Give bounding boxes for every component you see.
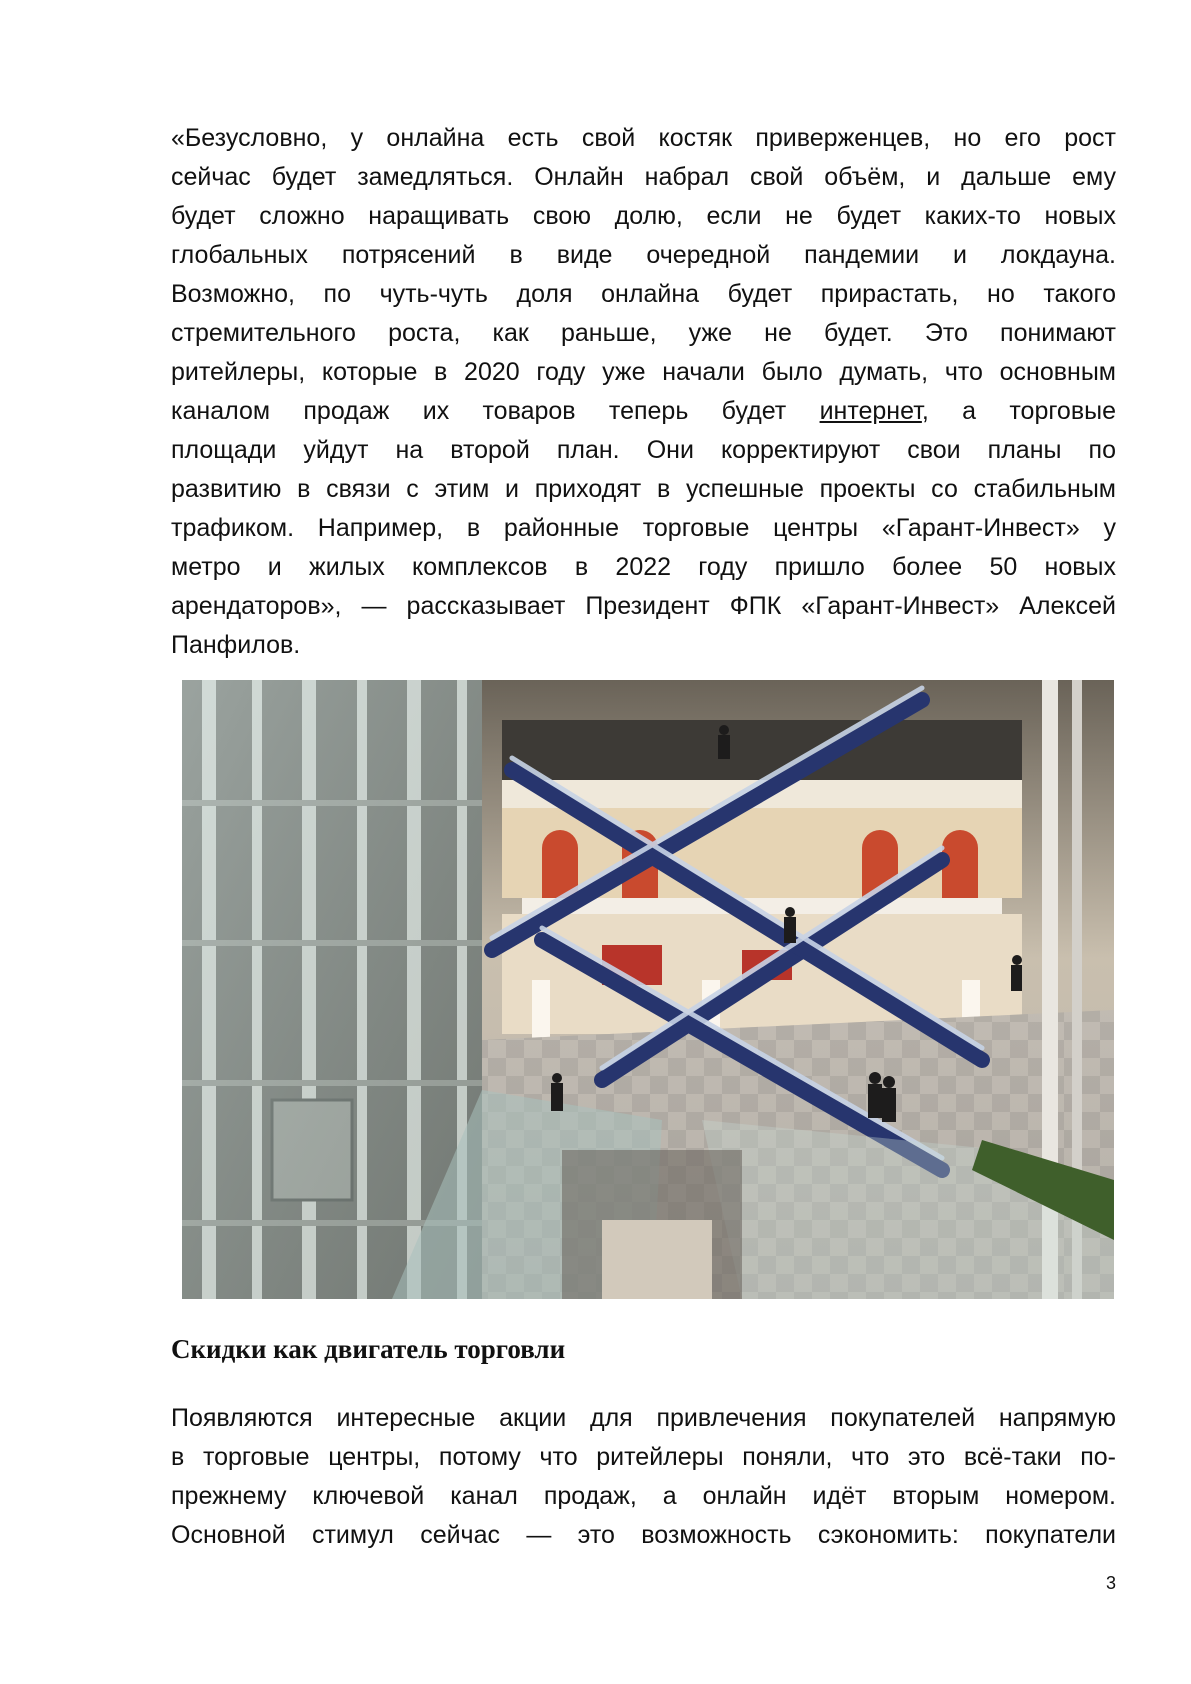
text-line: сейчас будет замедляться. Онлайн набрал свой объём, и дальше ему: [171, 163, 1116, 191]
text-line: развитию в связи с этим и приходят в успешные проекты со стабильным: [171, 475, 1116, 503]
text-line: метро и жилых комплексов в 2022 году пришло более 50 новых: [171, 553, 1116, 581]
text-line: будет сложно наращивать свою долю, если не будет каких-то новых: [171, 202, 1116, 230]
page-number: 3: [1105, 1573, 1116, 1593]
text-line: Возможно, по чуть-чуть доля онлайна будет прирастать, но такого: [171, 280, 1116, 308]
text-line: «Безусловно, у онлайна есть свой костяк приверженцев, но его рост: [171, 124, 1116, 152]
mall-atrium-photo: [182, 680, 1114, 1299]
text-line: глобальных потрясений в виде очередной пандемии и локдауна.: [171, 241, 1116, 269]
text-line: арендаторов», — рассказывает Президент ФПК «Гарант-Инвест» Алексей: [171, 592, 1116, 620]
quote-paragraph: [171, 119, 1116, 665]
text-line: стремительного роста, как раньше, уже не будет. Это понимают: [171, 319, 1116, 347]
text-after-link: , а торговые: [921, 397, 1116, 425]
text-line: прежнему ключевой канал продаж, а онлайн идёт вторым номером.: [171, 1482, 1116, 1510]
text-line: Основной стимул сейчас — это возможность сэкономить: покупатели: [171, 1521, 1116, 1549]
text-line: Панфилов.: [171, 631, 301, 659]
internet-link[interactable]: интернет: [819, 397, 922, 425]
text-line: в торговые центры, потому что ритейлеры поняли, что это всё-таки по-: [171, 1443, 1116, 1471]
section-heading: Скидки как двигатель торговли: [171, 1334, 566, 1364]
text-line-with-link: [171, 392, 1116, 431]
text-line: Появляются интересные акции для привлечения покупателей напрямую: [171, 1404, 1116, 1432]
text-line: трафиком. Например, в районные торговые центры «Гарант-Инвест» у: [171, 514, 1116, 542]
text-line: ритейлеры, которые в 2020 году уже начали было думать, что основным: [171, 358, 1116, 386]
text-line: площади уйдут на второй план. Они корректируют свои планы по: [171, 436, 1116, 464]
body-paragraph: [171, 1399, 1116, 1555]
text-before-link: каналом продаж их товаров теперь будет: [171, 397, 787, 425]
